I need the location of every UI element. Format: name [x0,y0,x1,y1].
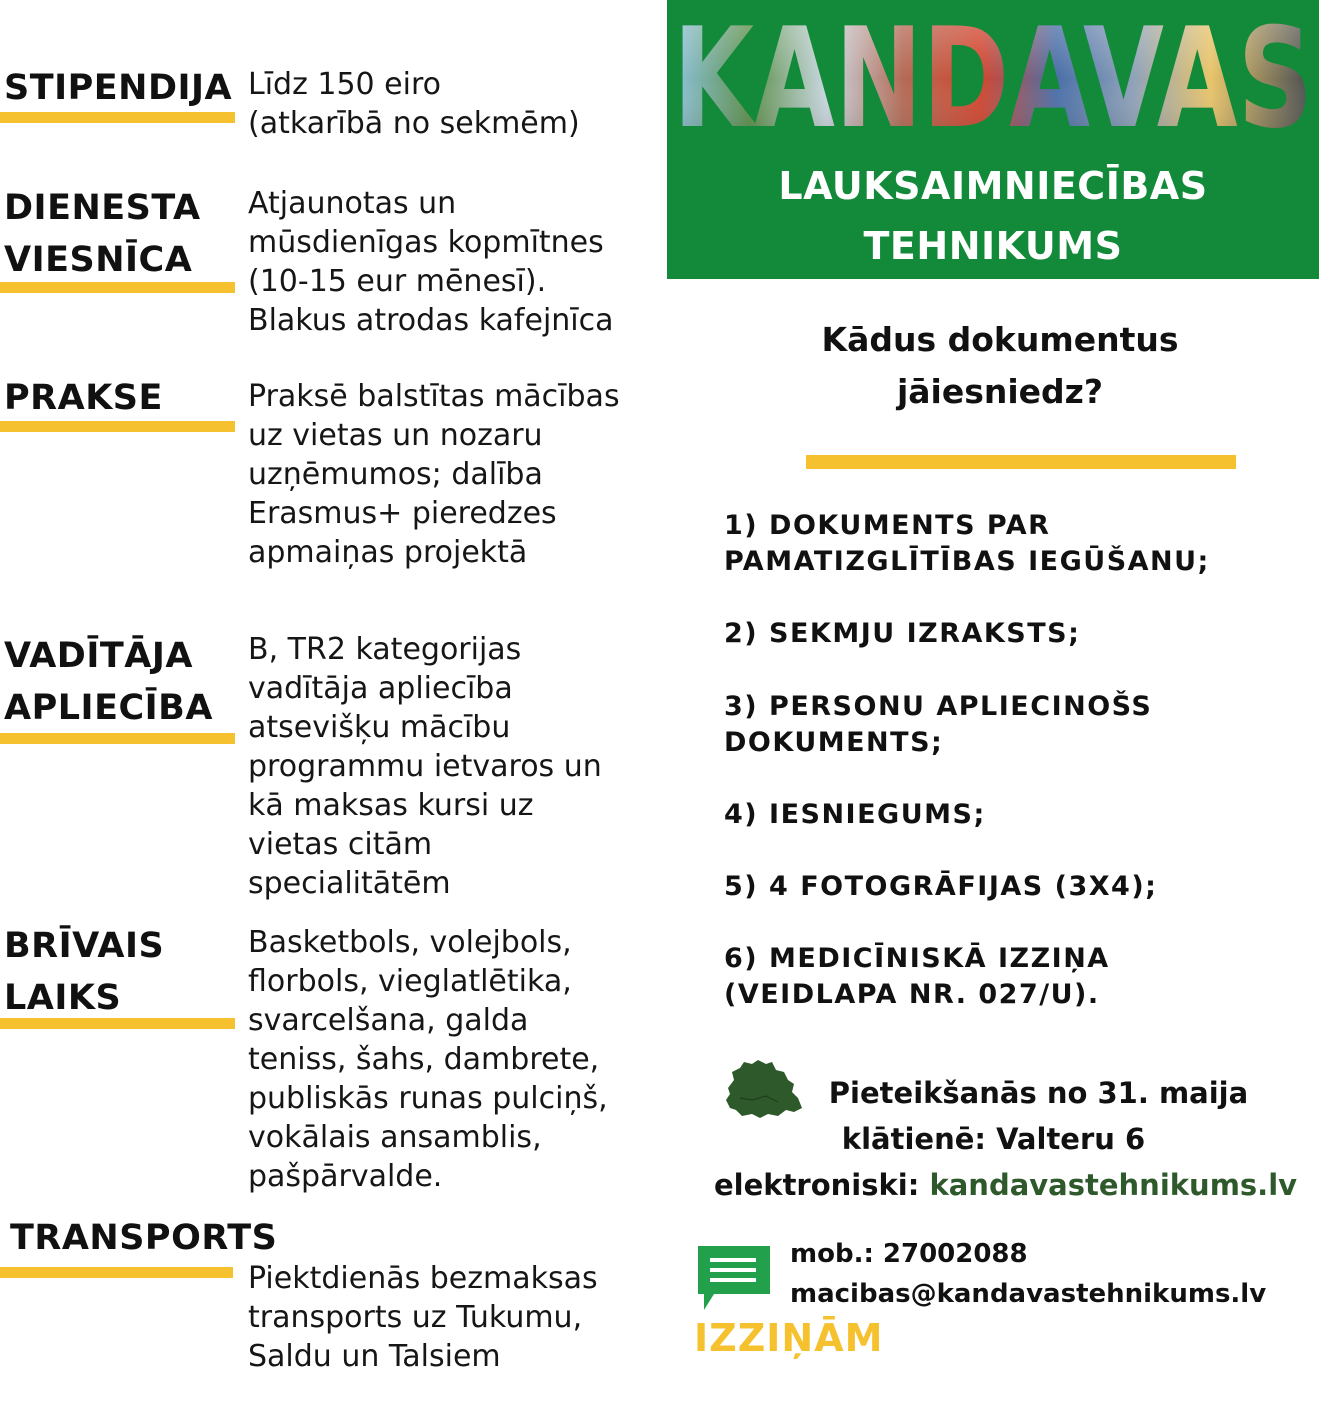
document-line: 2) SEKMJU IZRAKSTS; [724,618,1081,649]
section-underline [0,112,235,123]
document-item [724,797,986,833]
kandavas-logo [667,18,1319,130]
section-body-line: uzņēmumos; dalība [248,457,543,492]
section-underline [0,282,235,293]
section-body-line: Erasmus+ pieredzes [248,496,557,531]
contact-info [790,1234,1266,1314]
section-body-line: Līdz 150 eiro [248,67,441,102]
section-title-line: STIPENDIJA [4,68,233,108]
website-link[interactable]: kandavastehnikums.lv [929,1168,1298,1202]
school-header [667,0,1319,279]
section-body-line: Basketbols, volejbols, [248,925,572,960]
document-line: PAMATIZGLĪTĪBAS IEGŪŠANU; [724,546,1210,577]
section-body-stipendija [248,65,580,143]
document-line: 6) MEDICĪNISKĀ IZZIŅA [724,943,1110,974]
section-body-line: kā maksas kursi uz [248,788,534,823]
section-underline [0,1018,235,1029]
section-body-line: Saldu un Talsiem [248,1339,501,1374]
section-title-brivais-laiks [4,920,164,1024]
inquiries-label: IZZIŅĀM [694,1316,884,1360]
section-body-line: specialitātēm [248,866,451,901]
apply-online-label: elektroniski: [714,1168,920,1202]
section-body-dienesta-viesnica [248,184,614,340]
logo-word-shade: KANDAVAS [673,18,1313,130]
section-body-line: B, TR2 kategorijas [248,632,522,667]
section-title-line: BRĪVAIS [4,926,165,966]
section-body-line: pašpārvalde. [248,1159,443,1194]
document-item [724,689,1152,761]
section-underline [0,421,235,432]
section-body-line: svarcelšana, galda [248,1003,529,1038]
document-item [724,616,1080,652]
document-line: 3) PERSONU APLIECINOŠS [724,691,1153,722]
section-body-prakse [248,377,620,572]
school-subtitle-line: LAUKSAIMNIECĪBAS [778,164,1208,208]
document-line: DOKUMENTS; [724,727,944,758]
section-body-line: vadītāja apliecība [248,671,513,706]
section-title-stipendija [4,62,232,114]
section-body-brivais-laiks [248,923,608,1196]
section-body-line: teniss, šahs, dambrete, [248,1042,600,1077]
section-body-line: vokālais ansamblis, [248,1120,542,1155]
apply-online [714,1162,1297,1208]
section-body-line: Praksē balstītas mācības [248,379,620,414]
section-body-line: Piektdienās bezmaksas [248,1261,598,1296]
section-title-transports [10,1212,277,1264]
section-title-line: VADĪTĀJA [4,636,193,676]
section-body-line: (atkarībā no sekmēm) [248,106,580,141]
document-line: 1) DOKUMENTS PAR [724,510,1051,541]
question-line: jāiesniedz? [896,372,1104,411]
section-body-line: Atjaunotas un [248,186,457,221]
section-body-line: programmu ietvaros un [248,749,602,784]
section-body-line: (10-15 eur mēnesī). [248,264,547,299]
section-body-line: atsevišķu mācību [248,710,511,745]
section-title-vaditaja-apliecibe [4,630,213,734]
section-title-line: VIESNĪCA [4,240,193,280]
section-body-transports [248,1259,598,1376]
section-title-prakse [4,372,163,424]
section-body-line: mūsdienīgas kopmītnes [248,225,604,260]
section-title-line: PRAKSE [4,378,163,418]
section-title-line: LAIKS [4,978,122,1018]
section-body-line: uz vietas un nozaru [248,418,543,453]
email-address[interactable]: macibas@kandavastehnikums.lv [790,1279,1267,1309]
section-title-line: APLIECĪBA [4,688,213,728]
document-line: 4) IESNIEGUMS; [724,799,986,830]
apply-address: klātienē: Valteru 6 [841,1122,1146,1156]
question-line: Kādus dokumentus [821,320,1179,359]
section-title-dienesta-viesnica [4,182,201,286]
document-item [724,508,1210,580]
section-body-vaditaja-apliecibe [248,630,602,903]
documents-question [680,314,1319,418]
logo-word: KANDAVAS [673,18,1313,130]
document-line: (VEIDLAPA NR. 027/U). [724,979,1100,1010]
apply-date: Pieteikšanās no 31. maija [828,1076,1249,1110]
section-underline [0,733,235,744]
phone-number[interactable]: mob.: 27002088 [790,1239,1028,1269]
question-underline [806,455,1236,469]
section-underline [0,1267,233,1278]
section-body-line: apmaiņas projektā [248,535,528,570]
section-title-line: DIENESTA [4,188,201,228]
section-title-line: TRANSPORTS [10,1218,278,1258]
section-body-line: publiskās runas pulciņš, [248,1081,608,1116]
document-line: 5) 4 FOTOGRĀFIJAS (3X4); [724,871,1158,902]
section-body-line: vietas citām [248,827,433,862]
section-body-line: florbols, vieglatlētika, [248,964,572,999]
section-body-line: transports uz Tukumu, [248,1300,583,1335]
document-item [724,941,1110,1013]
school-subtitle-line: TEHNIKUMS [863,224,1123,268]
chat-bubble-icon [696,1244,772,1312]
section-body-line: Blakus atrodas kafejnīca [248,303,614,338]
document-item [724,869,1157,905]
